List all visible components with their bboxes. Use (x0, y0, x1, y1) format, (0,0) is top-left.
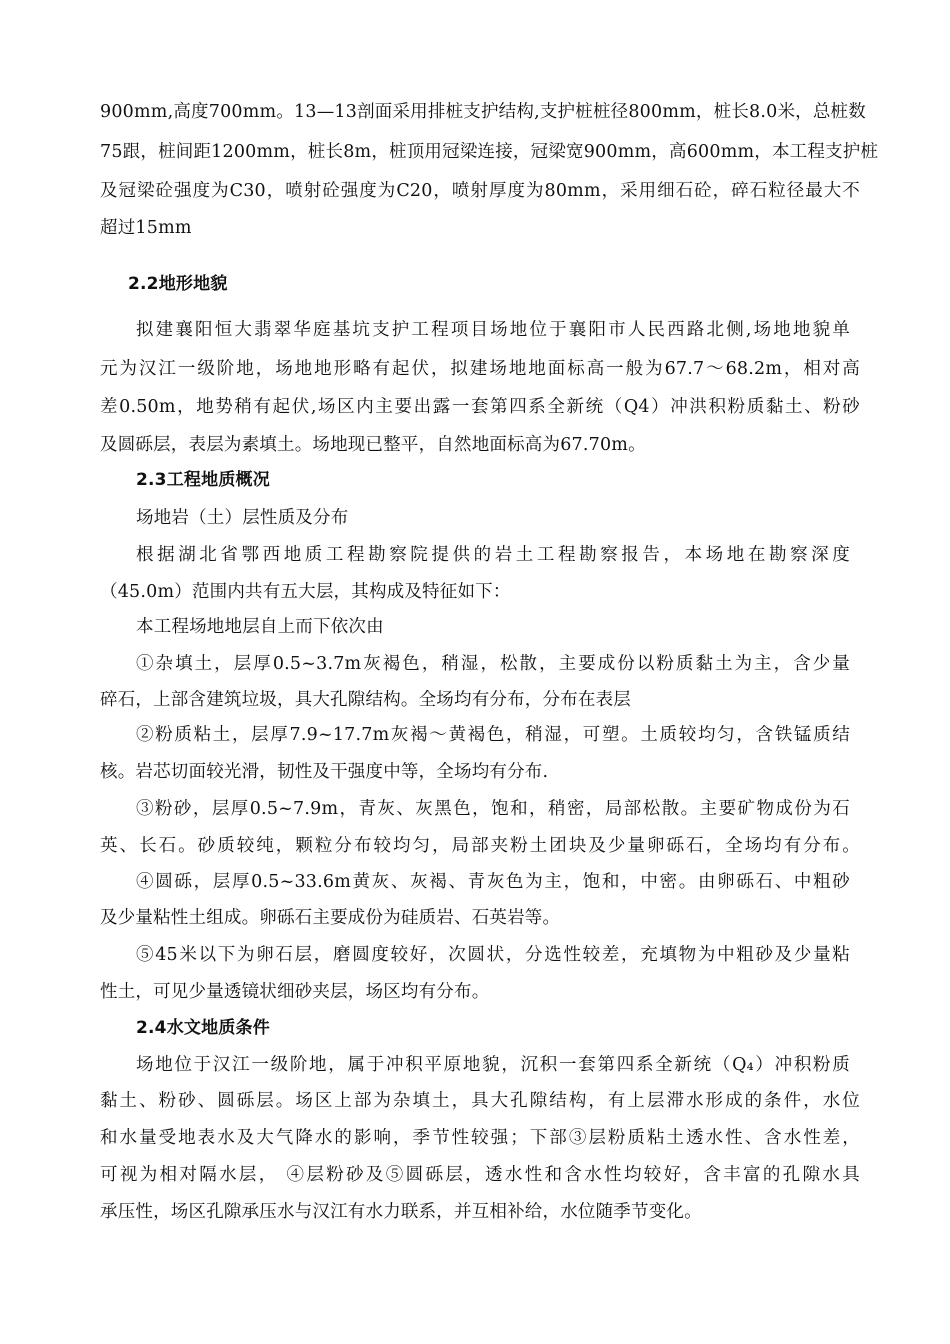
hydro-line-5: 承压性，场区孔隙承压水与汉江有水力联系，并互相补给，水位随季节变化。 (100, 1202, 702, 1222)
layer-3-line-1: ③粉砂，层厚0.5~7.9m，青灰、灰黑色，饱和，稍密，局部松散。主要矿物成份为石 (136, 799, 850, 819)
layer-1-line-2: 碎石，上部含建筑垃圾，具大孔隙结构。全场均有分布，分布在表层 (100, 690, 631, 710)
terrain-line-1: 拟建襄阳恒大翡翠华庭基坑支护工程项目场地位于襄阳市人民西路北侧,场地地貌单 (136, 320, 850, 340)
terrain-line-3: 差0.50m，地势稍有起伏,场区内主要出露一套第四系全新统（Q4）冲洪积粉质黏土、粉砂 (100, 397, 860, 417)
layer-5-line-2: 性土，可见少量透镜状细砂夹层，场区均有分布。 (100, 982, 490, 1002)
intro-line-4: 超过15mm (100, 218, 192, 238)
hydro-line-2: 黏土、粉砂、圆砾层。场区上部为杂填土，具大孔隙结构，有上层滞水形成的条件，水位 (100, 1091, 860, 1111)
layer-3-line-2: 英、长石。砂质较纯，颗粒分布较均匀，局部夹粉土团块及少量卵砾石，全场均有分布。 (100, 836, 860, 856)
section-heading-2-4: 2.4水文地质条件 (136, 1018, 270, 1038)
geology-intro-line-2: （45.0m）范围内共有五大层，其构成及特征如下： (100, 582, 511, 602)
layer-2-line-1: ②粉质粘土，层厚7.9~17.7m灰褐～黄褐色，稍湿，可塑。土质较均匀，含铁锰质结 (136, 725, 850, 745)
layer-2-line-2: 核。岩芯切面较光滑，韧性及干强度中等，全场均有分布. (100, 762, 549, 782)
hydro-line-1: 场地位于汉江一级阶地，属于冲积平原地貌，沉积一套第四系全新统（Q₄）冲积粉质 (136, 1055, 850, 1075)
strata-order-note: 本工程场地地层自上而下依次由 (136, 617, 384, 637)
section-heading-2-3: 2.3工程地质概况 (136, 470, 270, 490)
layer-4-line-2: 及少量粘性土组成。卵砾石主要成份为硅质岩、石英岩等。 (100, 908, 561, 928)
layer-4-line-1: ④圆砾，层厚0.5~33.6m黄灰、灰褐、青灰色为主，饱和，中密。由卵砾石、中粗砂 (136, 872, 850, 892)
geology-intro-line-1: 根据湖北省鄂西地质工程勘察院提供的岩土工程勘察报告，本场地在勘察深度 (136, 545, 850, 565)
intro-line-1: 900mm,高度700mm。13—13剖面采用排桩支护结构,支护桩桩径800mm，桩长8.0米，总桩数 (100, 102, 866, 122)
layer-5-line-1: ⑤45米以下为卵石层，磨圆度较好，次圆状，分选性较差，充填物为中粗砂及少量粘 (136, 945, 850, 965)
layer-1-line-1: ①杂填土，层厚0.5~3.7m灰褐色，稍湿，松散，主要成份以粉质黏土为主，含少量 (136, 654, 850, 674)
intro-line-2: 75跟，桩间距1200mm，桩长8m，桩顶用冠梁连接，冠梁宽900mm，高600mm，本工程支护桩 (100, 142, 879, 162)
intro-line-3: 及冠梁砼强度为C30，喷射砼强度为C20，喷射厚度为80mm，采用细石砼，碎石粒径最大不 (100, 181, 860, 201)
terrain-line-2: 元为汉江一级阶地，场地地形略有起伏，拟建场地地面标高一般为67.7～68.2m，相对高 (100, 359, 860, 379)
geology-subheading: 场地岩（土）层性质及分布 (136, 508, 349, 528)
hydro-line-4: 可视为相对隔水层， ④层粉砂及⑤圆砾层，透水性和含水性均较好，含丰富的孔隙水具 (100, 1165, 860, 1185)
hydro-line-3: 和水量受地表水及大气降水的影响，季节性较强；下部③层粉质粘土透水性、含水性差， (100, 1128, 860, 1148)
section-heading-2-2: 2.2地形地貌 (128, 274, 228, 294)
terrain-line-4: 及圆砾层，表层为素填土。场地现已整平，自然地面标高为67.70m。 (100, 435, 646, 455)
